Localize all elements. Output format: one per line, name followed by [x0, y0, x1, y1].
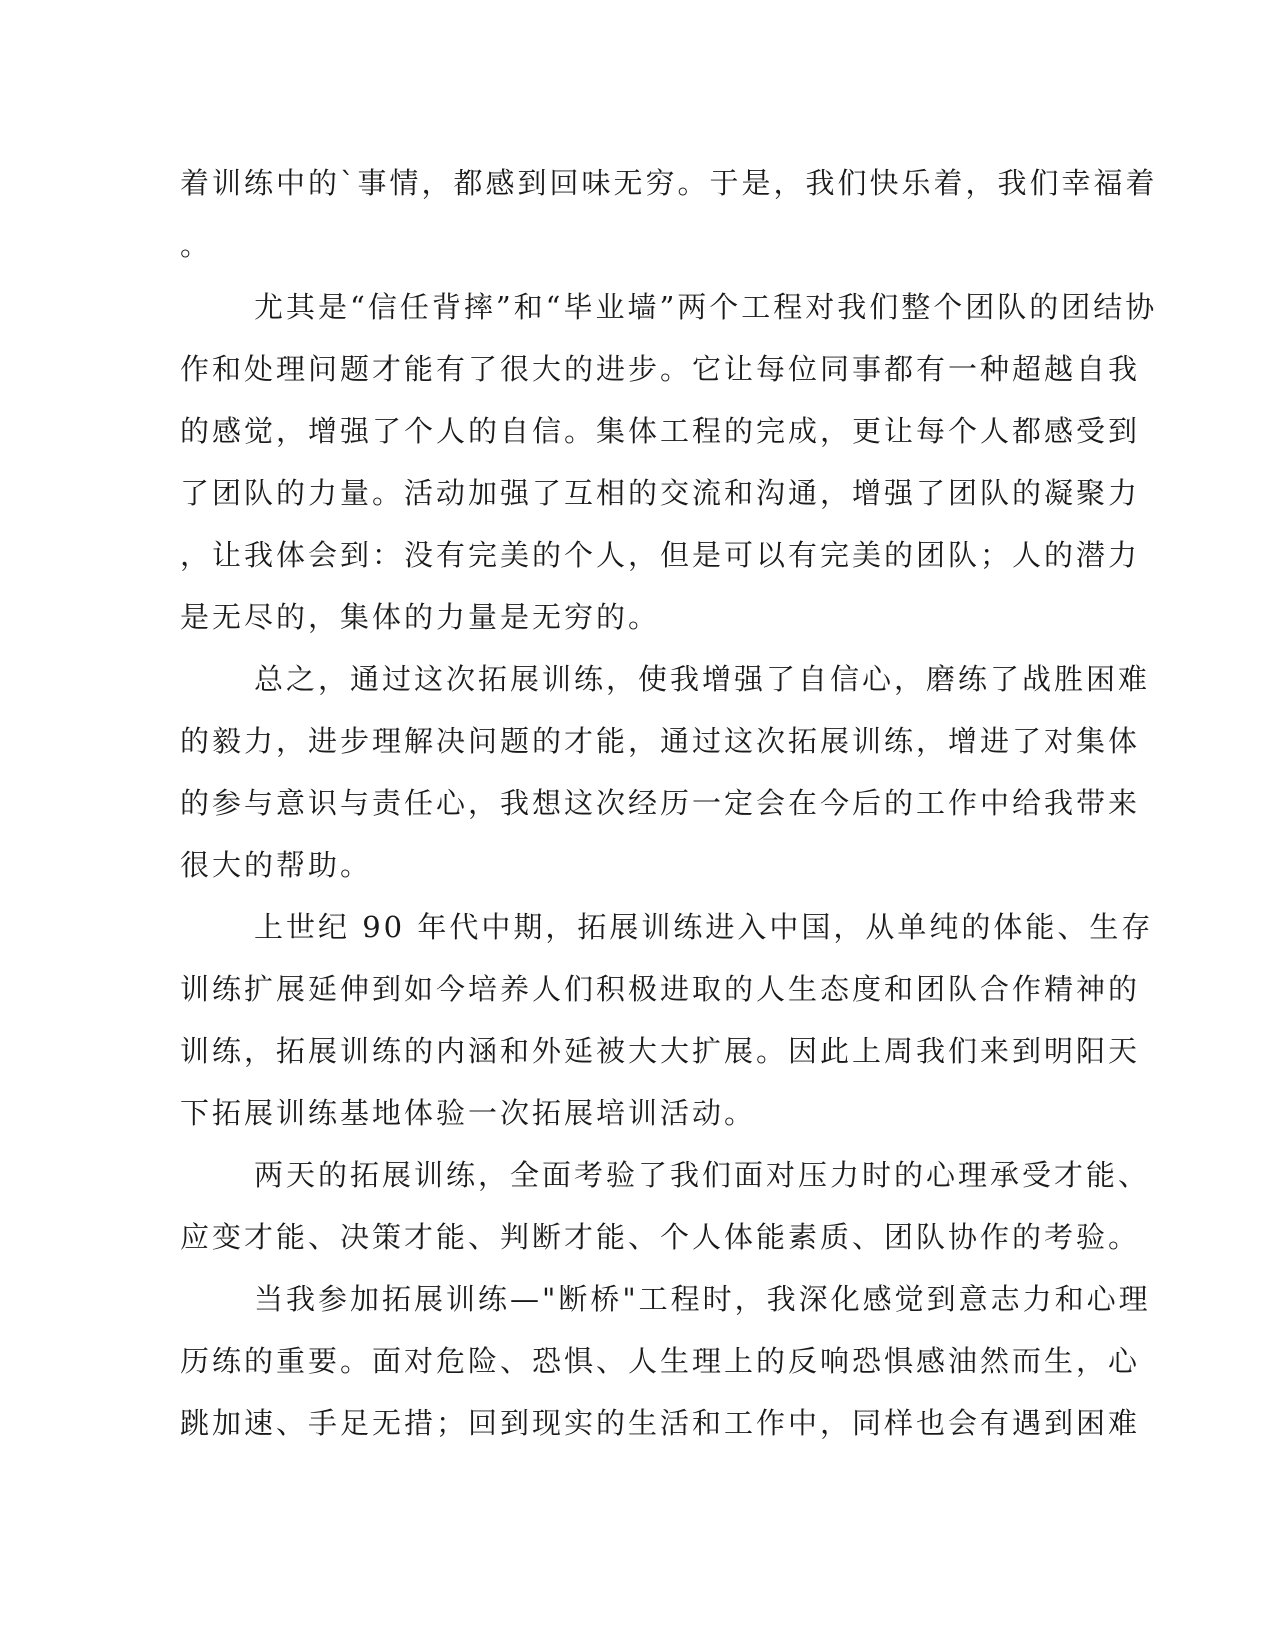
text-line: 是无尽的，集体的力量是无穷的。 — [180, 600, 661, 634]
text-line: 尤其是“信任背摔”和“毕业墙”两个工程对我们整个团队的团结协 — [254, 290, 1158, 324]
text-line: 两天的拓展训练，全面考验了我们面对压力时的心理承受才能、 — [254, 1158, 1151, 1192]
text-line: 的感觉，增强了个人的自信。集体工程的完成，更让每个人都感受到 — [180, 414, 1141, 448]
text-line: 上世纪 90 年代中期，拓展训练进入中国，从单纯的体能、生存 — [254, 910, 1154, 944]
paragraph-5 — [180, 1144, 1151, 1268]
text-line: 历练的重要。面对危险、恐惧、人生理上的反响恐惧感油然而生，心 — [180, 1344, 1141, 1378]
text-line: 跳加速、手足无措；回到现实的生活和工作中，同样也会有遇到困难 — [180, 1406, 1141, 1440]
text-line: ，让我体会到：没有完美的个人，但是可以有完美的团队；人的潜力 — [180, 538, 1141, 572]
text-line: 了团队的力量。活动加强了互相的交流和沟通，增强了团队的凝聚力 — [180, 476, 1141, 510]
text-line: 作和处理问题才能有了很大的进步。它让每位同事都有一种超越自我 — [180, 352, 1141, 386]
text-line: 的毅力，进步理解决问题的才能，通过这次拓展训练，增进了对集体 — [180, 724, 1141, 758]
text-line: 很大的帮助。 — [180, 848, 373, 882]
text-line: 。 — [180, 228, 213, 262]
text-line: 总之，通过这次拓展训练，使我增强了自信心，磨练了战胜困难 — [254, 662, 1151, 696]
text-line: 训练，拓展训练的内涵和外延被大大扩展。因此上周我们来到明阳天 — [180, 1034, 1141, 1068]
paragraph-1 — [180, 152, 1158, 276]
paragraph-3 — [180, 648, 1151, 896]
text-line: 当我参加拓展训练—"断桥"工程时，我深化感觉到意志力和心理 — [254, 1282, 1151, 1316]
text-line: 下拓展训练基地体验一次拓展培训活动。 — [180, 1096, 757, 1130]
text-line: 应变才能、决策才能、判断才能、个人体能素质、团队协作的考验。 — [180, 1220, 1141, 1254]
text-line: 训练扩展延伸到如今培养人们积极进取的人生态度和团队合作精神的 — [180, 972, 1141, 1006]
paragraph-4 — [180, 896, 1154, 1144]
text-line: 着训练中的`事情，都感到回味无穷。于是，我们快乐着，我们幸福着 — [180, 166, 1158, 200]
document-page — [180, 152, 1158, 1454]
paragraph-2 — [180, 276, 1158, 648]
text-line: 的参与意识与责任心，我想这次经历一定会在今后的工作中给我带来 — [180, 786, 1141, 820]
paragraph-6 — [180, 1268, 1151, 1454]
